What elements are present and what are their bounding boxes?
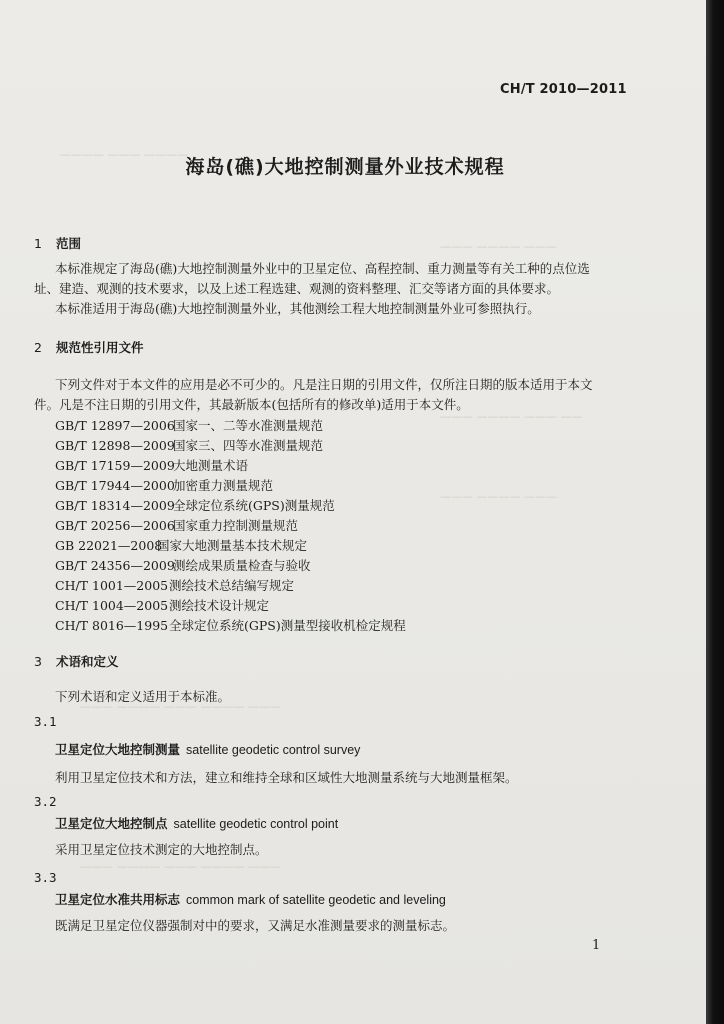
reference-item (55, 456, 248, 474)
reference-name: 加密重力测量规范 (173, 478, 274, 493)
reference-code: CH/T 8016—1995 (55, 618, 169, 633)
term-title-en: common mark of satellite geodetic and leveling (186, 893, 446, 907)
document-title: 海岛(礁)大地控制测量外业技术规程 (185, 156, 505, 178)
reference-item (55, 556, 311, 574)
section-number: 2 (34, 340, 42, 355)
section-number: 3 (34, 654, 42, 669)
term-title-zh: 卫星定位大地控制点 (55, 816, 168, 831)
section-title: 范围 (56, 236, 82, 251)
reference-item (55, 596, 269, 614)
show-through-line: ——— ———— ——— ———— ——— (80, 860, 281, 873)
term-title-zh: 卫星定位大地控制测量 (55, 742, 181, 757)
section-heading-references (34, 338, 144, 356)
paragraph-line: 件。凡是不注日期的引用文件，其最新版本(包括所有的修改单)适用于本文件。 (34, 397, 469, 412)
show-through-line: ———— ——— ———— (60, 148, 188, 161)
reference-code: GB/T 18314—2009 (55, 498, 175, 513)
show-through-line: ——— ———— ——— —— (440, 410, 583, 423)
reference-name: 测绘技术总结编写规定 (169, 578, 295, 593)
section-title: 规范性引用文件 (56, 340, 144, 355)
term-title (55, 740, 360, 758)
term-title (55, 890, 446, 908)
reference-code: CH/T 1001—2005 (55, 578, 169, 593)
section-title: 术语和定义 (56, 654, 119, 669)
paragraph-line: 本标准适用于海岛(礁)大地控制测量外业，其他测绘工程大地控制测量外业可参照执行。 (55, 301, 540, 316)
reference-name: 国家大地测量基本技术规定 (157, 538, 308, 553)
reference-name: 全球定位系统(GPS)测量规范 (173, 498, 335, 513)
term-number: 3.3 (34, 870, 57, 885)
term-title-zh: 卫星定位水准共用标志 (55, 892, 181, 907)
reference-name: 国家重力控制测量规范 (173, 518, 299, 533)
term-definition: 既满足卫星定位仪器强制对中的要求，又满足水准测量要求的测量标志。 (55, 918, 456, 933)
term-definition: 采用卫星定位技术测定的大地控制点。 (55, 842, 268, 857)
term-number: 3.2 (34, 794, 57, 809)
reference-code: CH/T 1004—2005 (55, 598, 169, 613)
reference-code: GB/T 24356—2009 (55, 558, 175, 573)
term-title (55, 814, 338, 832)
reference-item (55, 476, 273, 494)
section-number: 1 (34, 236, 42, 251)
term-number: 3.1 (34, 714, 57, 729)
reference-item (55, 416, 323, 434)
term-definition: 利用卫星定位技术和方法，建立和维持全球和区域性大地测量系统与大地测量框架。 (55, 770, 518, 785)
reference-item (55, 576, 294, 594)
page-number: 1 (592, 938, 601, 953)
paragraph-line: 下列术语和定义适用于本标准。 (55, 689, 231, 704)
reference-code: GB/T 20256—2006 (55, 518, 175, 533)
reference-code: GB/T 17159—2009 (55, 458, 175, 473)
reference-name: 国家一、二等水准测量规范 (173, 418, 324, 433)
show-through-line: ——— ———— ——— (440, 490, 557, 503)
reference-item (55, 616, 406, 634)
scan-edge-shadow (706, 0, 724, 1024)
reference-code: GB 22021—2008 (55, 538, 163, 553)
reference-name: 大地测量术语 (173, 458, 249, 473)
reference-code: GB/T 12897—2006 (55, 418, 175, 433)
show-through-line: ——— ———— ——— ———— ——— (80, 700, 281, 713)
reference-item (55, 496, 335, 514)
term-title-en: satellite geodetic control point (173, 817, 339, 831)
reference-name: 测绘成果质量检查与验收 (173, 558, 311, 573)
section-heading-scope (34, 234, 81, 252)
paragraph-line: 本标准规定了海岛(礁)大地控制测量外业中的卫星定位、高程控制、重力测量等有关工种的点位选 (55, 261, 590, 276)
reference-item (55, 516, 298, 534)
reference-item (55, 436, 323, 454)
reference-code: GB/T 12898—2009 (55, 438, 175, 453)
section-heading-terms (34, 652, 119, 670)
document-code: CH/T 2010—2011 (500, 82, 627, 97)
show-through-line: ——— ———— ——— (440, 240, 557, 253)
reference-name: 测绘技术设计规定 (169, 598, 270, 613)
paragraph-line: 下列文件对于本文件的应用是必不可少的。凡是注日期的引用文件，仅所注日期的版本适用于本文 (55, 377, 593, 392)
term-title-en: satellite geodetic control survey (186, 743, 361, 757)
reference-name: 国家三、四等水准测量规范 (173, 438, 324, 453)
reference-item (55, 536, 307, 554)
reference-code: GB/T 17944—2000 (55, 478, 175, 493)
reference-name: 全球定位系统(GPS)测量型接收机检定规程 (169, 618, 406, 633)
paragraph-line: 址、建造、观测的技术要求，以及上述工程选建、观测的资料整理、汇交等诸方面的具体要求。 (34, 281, 560, 296)
